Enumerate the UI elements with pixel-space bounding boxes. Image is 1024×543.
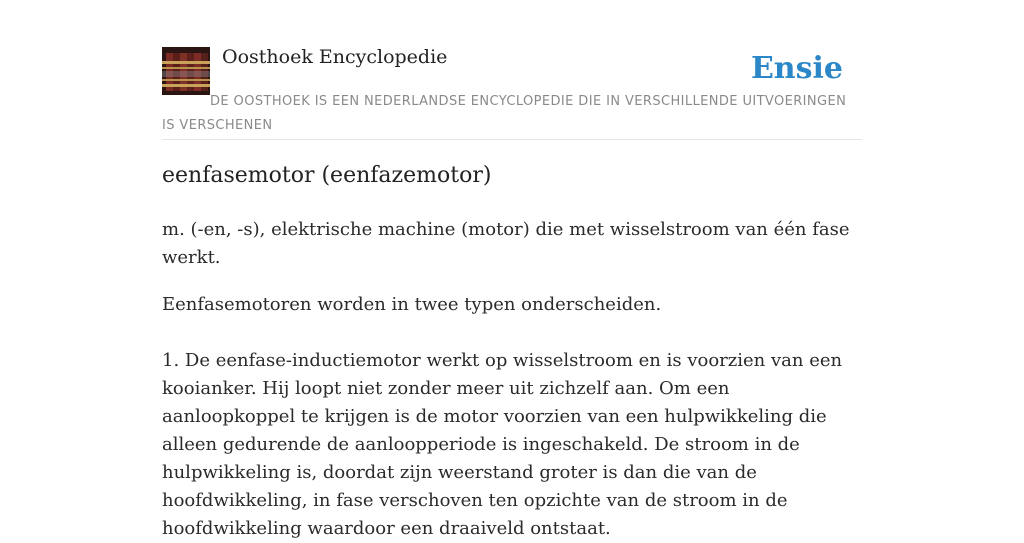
- site-header: [162, 0, 862, 140]
- article-title: eenfasemotor (eenfazemotor): [162, 163, 492, 188]
- article-paragraph: Eenfasemotoren worden in twee typen onderscheiden.: [162, 294, 662, 315]
- article-paragraph: m. (-en, -s), elektrische machine (motor) die met wisselstroom van één fase werkt.: [162, 219, 850, 268]
- source-avatar[interactable]: [162, 47, 210, 95]
- site-name[interactable]: Oosthoek Encyclopedie: [222, 46, 448, 68]
- encyclopedia-books-icon: [162, 47, 210, 95]
- site-tagline: DE OOSTHOEK IS EEN NEDERLANDSE ENCYCLOPEDIE DIE IN VERSCHILLENDE UITVOERINGEN IS VERSCHENEN: [162, 94, 847, 133]
- article-paragraph: 1. De eenfase-inductiemotor werkt op wisselstroom en is voorzien van een kooianker. Hij loopt niet zonder meer uit zichzelf aan. Om een aanloopkoppel te krijgen is de motor voorzien van een hulpwikkeling die alleen gedurende de aanloopperiode is ingeschakeld. De stroom in de hulpwikkeling is, doordat zijn weerstand groter is dan die van de hoofdwikkeling, in fase verschoven ten opzichte van de stroom in de hoofdwikkeling waardoor een draaiveld ontstaat.: [162, 350, 843, 539]
- content-column: [162, 0, 862, 539]
- brand-logo[interactable]: Ensie: [750, 51, 843, 86]
